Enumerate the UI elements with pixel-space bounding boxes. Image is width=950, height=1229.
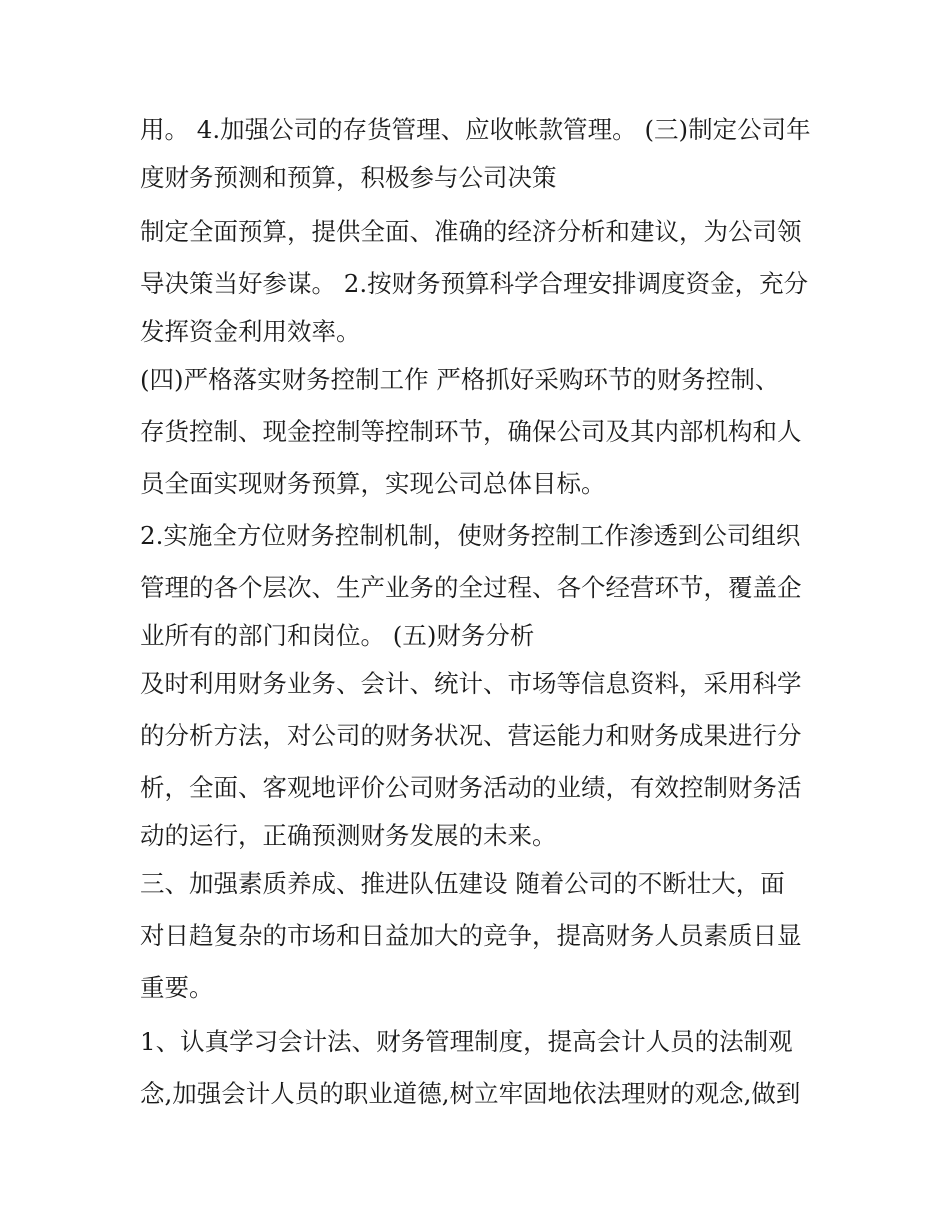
- text-line-8: 员全面实现财务预算，实现公司总体目标。: [140, 469, 606, 498]
- text-line-16: 三、加强素质养成、推进队伍建设 随着公司的不断壮大，面: [140, 869, 785, 898]
- text-line-11: 业所有的部门和岗位。 (五)财务分析: [140, 621, 535, 650]
- text-line-6: (四)严格落实财务控制工作 严格抓好采购环节的财务控制、: [140, 365, 780, 394]
- text-line-4: 导决策当好参谋。 2.按财务预算科学合理安排调度资金，充分: [140, 269, 809, 298]
- text-line-12: 及时利用财务业务、会计、统计、市场等信息资料，采用科学: [140, 669, 802, 698]
- text-line-2: 度财务预测和预算，积极参与公司决策: [140, 163, 557, 192]
- text-line-15: 动的运行，正确预测财务发展的未来。: [140, 821, 557, 850]
- text-line-13: 的分析方法，对公司的财务状况、营运能力和财务成果进行分: [140, 721, 802, 750]
- text-line-17: 对日趋复杂的市场和日益加大的竞争，提高财务人员素质日显: [140, 921, 802, 950]
- text-line-9: 2.实施全方位财务控制机制，使财务控制工作渗透到公司组织: [140, 521, 801, 550]
- text-line-1: 用。 4.加强公司的存货管理、应收帐款管理。 (三)制定公司年: [140, 115, 811, 144]
- text-line-18: 重要。: [140, 973, 214, 1002]
- text-line-19: 1、认真学习会计法、财务管理制度，提高会计人员的法制观: [140, 1027, 793, 1056]
- text-line-3: 制定全面预算，提供全面、准确的经济分析和建议，为公司领: [140, 217, 802, 246]
- text-line-5: 发挥资金利用效率。: [140, 317, 361, 346]
- text-line-14: 析，全面、客观地评价公司财务活动的业绩，有效控制财务活: [140, 773, 802, 802]
- document-body: [140, 108, 820, 1120]
- text-line-10: 管理的各个层次、生产业务的全过程、各个经营环节，覆盖企: [140, 573, 802, 602]
- text-line-7: 存货控制、现金控制等控制环节，确保公司及其内部机构和人: [140, 417, 802, 446]
- text-line-20: 念,加强会计人员的职业道德,树立牢固地依法理财的观念,做到: [140, 1079, 801, 1108]
